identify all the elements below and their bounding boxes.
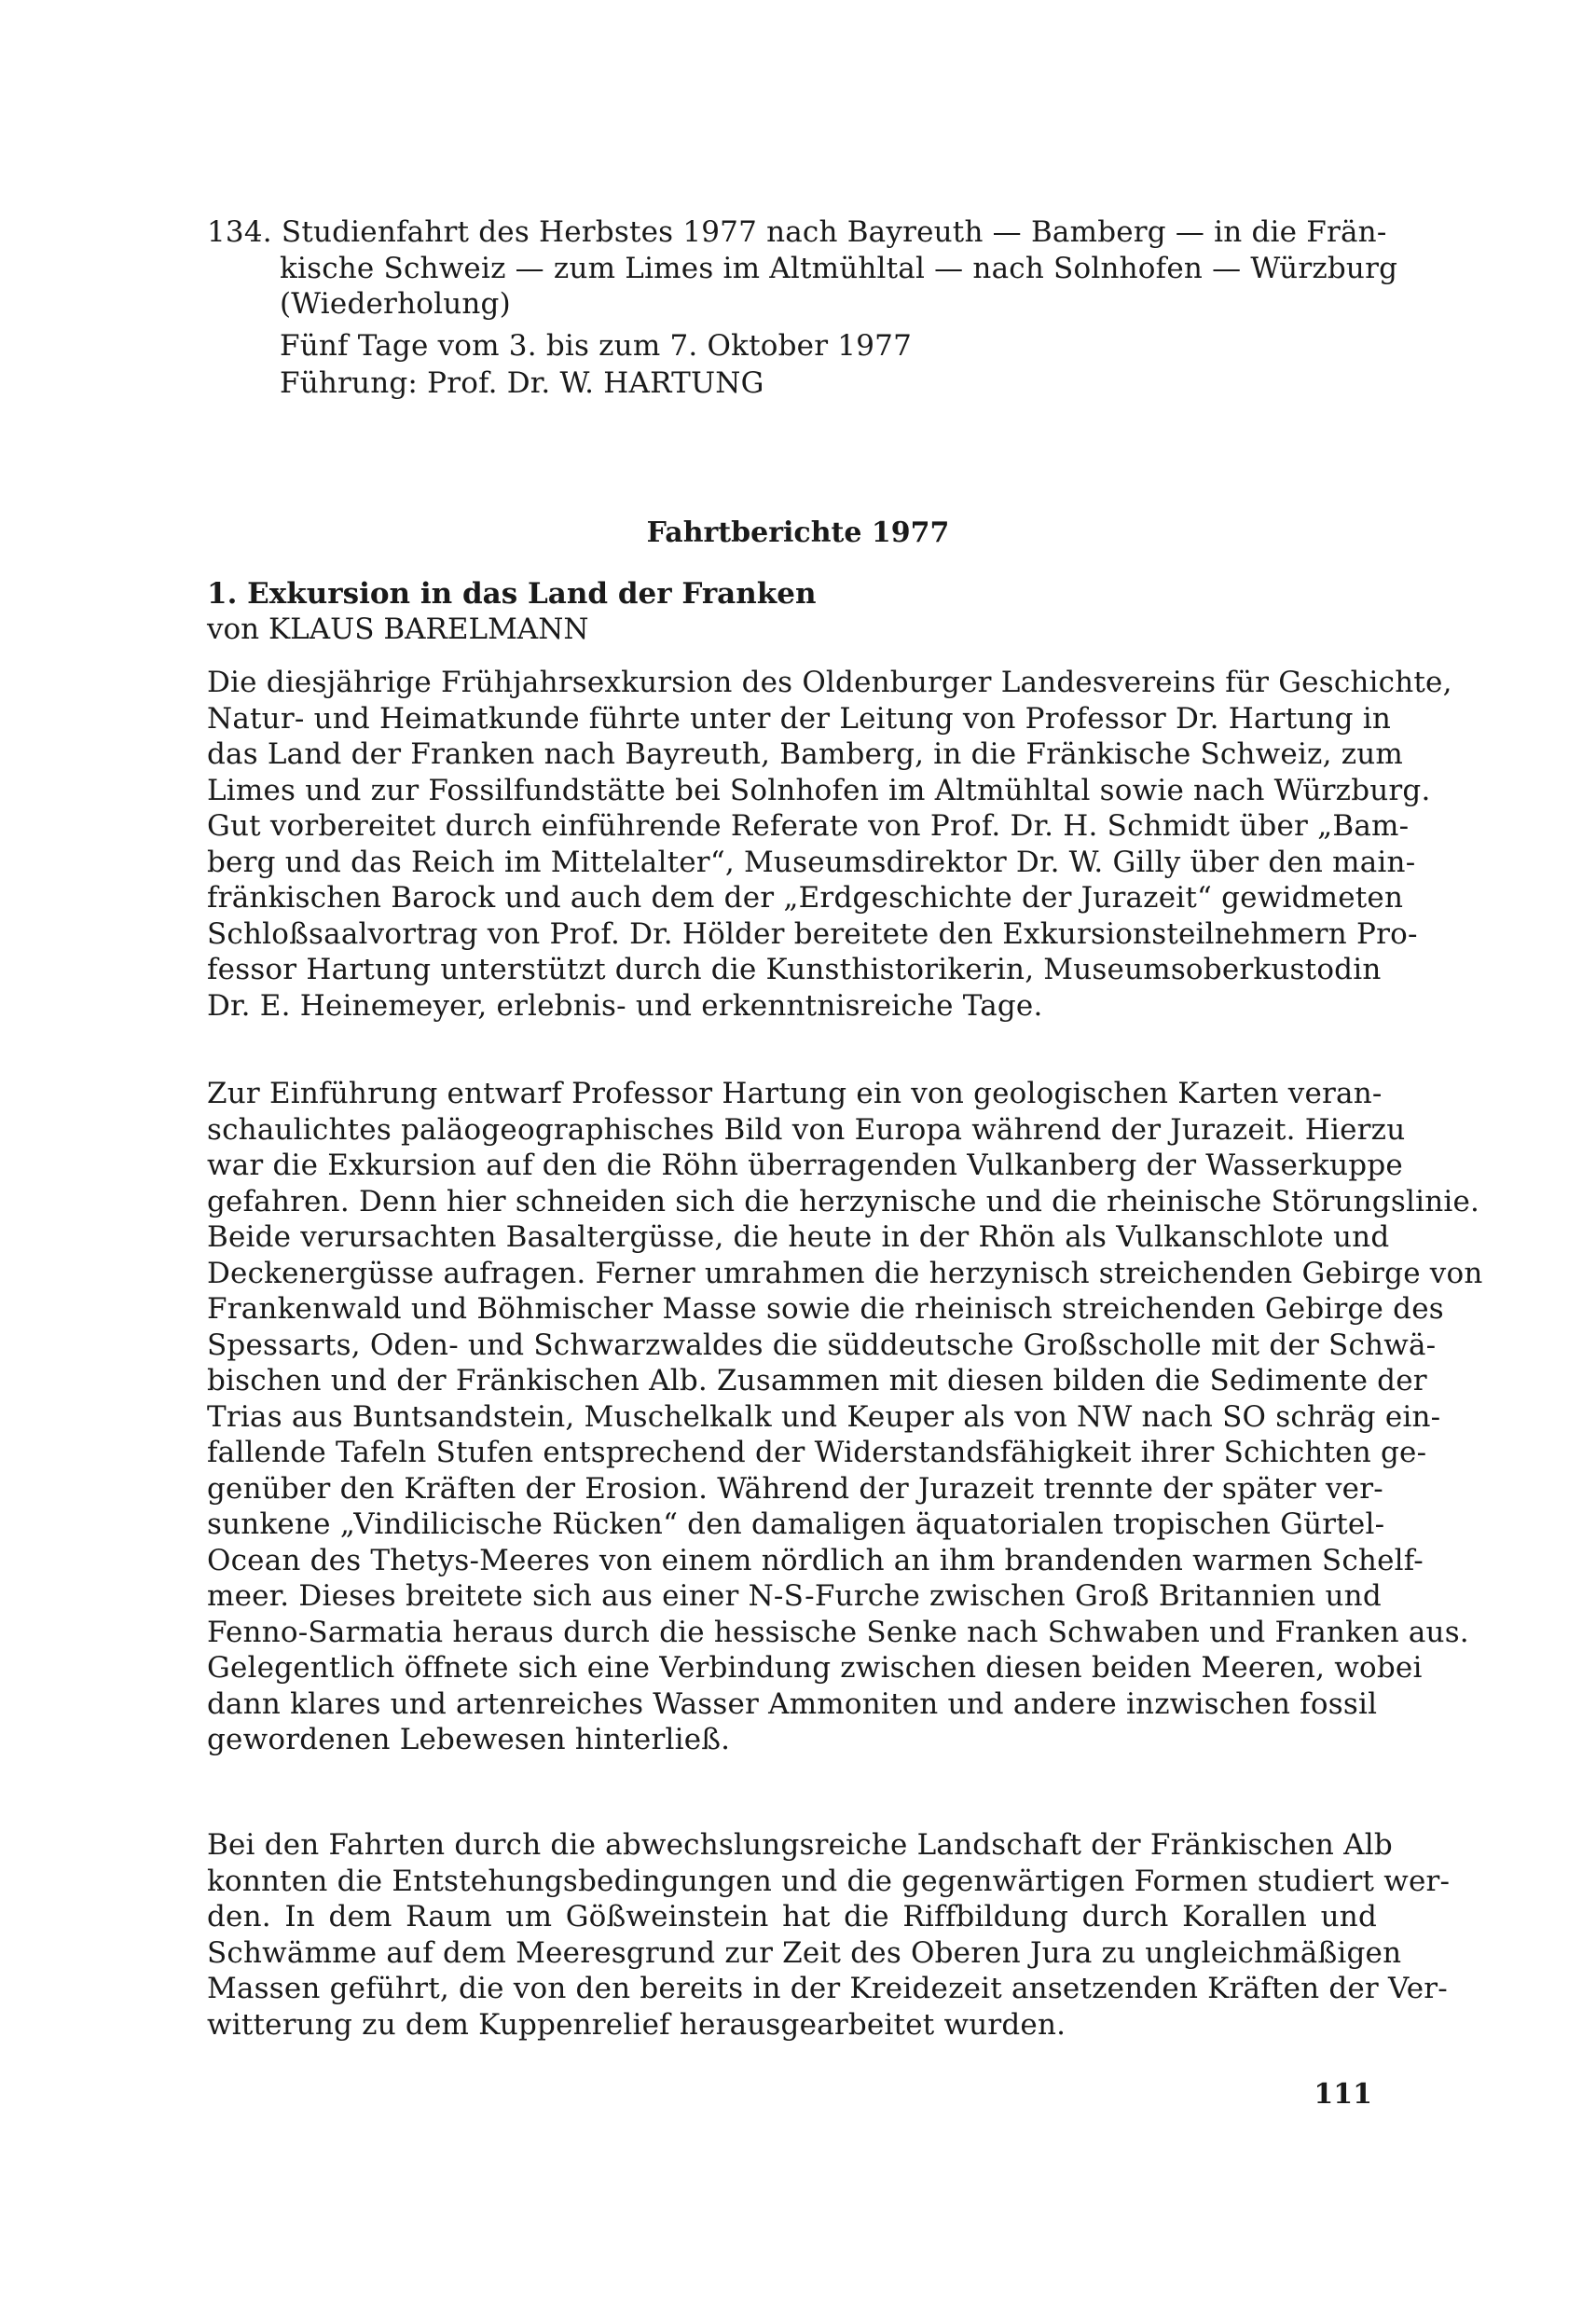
text-line: Beide verursachten Basaltergüsse, die heute in der Rhön als Vulkanschlote und [207,1220,1390,1254]
text-line: meer. Dieses breitete sich aus einer N-S-Furche zwischen Groß Britannien und [207,1579,1382,1613]
section-title: Fahrtberichte 1977 [646,516,950,549]
text-line: Frankenwald und Böhmischer Masse sowie die rheinisch streichenden Gebirge des [207,1292,1444,1326]
text-line: Gelegentlich öffnete sich eine Verbindung zwischen diesen beiden Meeren, wobei [207,1651,1423,1685]
text-line: Zur Einführung entwarf Professor Hartung ein von geologischen Karten veran- [207,1077,1383,1110]
text-line: Deckenergüsse aufragen. Ferner umrahmen die herzynisch streichenden Gebirge von [207,1256,1483,1290]
text-line: war die Exkursion auf den die Röhn überragenden Vulkanberg der Wasserkuppe [207,1149,1403,1182]
text-line: Bei den Fahrten durch die abwechslungsreiche Landschaft der Fränkischen Alb [207,1828,1393,1862]
text-line: Ocean des Thetys-Meeres von einem nördlich an ihm brandenden warmen Schelf- [207,1543,1424,1577]
text-line: gefahren. Denn hier schneiden sich die herzynische und die rheinische Störungslinie. [207,1184,1480,1218]
text-line: sunkene „Vindilicische Rücken“ den damaligen äquatorialen tropischen Gürtel- [207,1507,1385,1541]
text-line: Gut vorbereitet durch einführende Referate von Prof. Dr. H. Schmidt über „Bam- [207,809,1410,843]
text-line: fallende Tafeln Stufen entsprechend der Widerstandsfähigkeit ihrer Schichten ge- [207,1436,1427,1469]
paragraph-3 [207,1827,1451,2043]
text-line: fessor Hartung unterstützt durch die Kunsthistorikerin, Museumsoberkustodin [207,953,1382,986]
trip-title-line: (Wiederholung) [280,287,511,321]
text-line: schaulichtes paläogeographisches Bild von Europa während der Jurazeit. Hierzu [207,1112,1406,1147]
text-line: witterung zu dem Kuppenrelief herausgearbeitet wurden. [207,2007,1066,2042]
text-line: konnten die Entstehungsbedingungen und die gegenwärtigen Formen studiert wer- [207,1864,1451,1898]
trip-dates: Fünf Tage vom 3. bis zum 7. Oktober 1977 [280,328,912,363]
text-line: Spessarts, Oden- und Schwarzwaldes die süddeutsche Großscholle mit der Schwä- [207,1328,1437,1362]
text-line: Schwämme auf dem Meeresgrund zur Zeit des Oberen Jura zu ungleichmäßigen [207,1935,1402,1970]
excursion-title: 1. Exkursion in das Land der Franken [207,577,817,611]
text-line: Schloßsaalvortrag von Prof. Dr. Hölder bereitete den Exkursionsteilnehmern Pro- [207,916,1418,951]
trip-leader: Führung: Prof. Dr. W. HARTUNG [280,366,764,400]
text-line: bischen und der Fränkischen Alb. Zusammen mit diesen bilden die Sedimente der [207,1364,1427,1397]
text-line: den. In dem Raum um Gößweinstein hat die Riffbildung durch Korallen und [207,1900,1377,1934]
text-line: Limes und zur Fossilfundstätte bei Solnhofen im Altmühltal sowie nach Würzburg. [207,773,1431,807]
text-line: genüber den Kräften der Erosion. Während der Jurazeit trennte der später ver- [207,1471,1383,1506]
paragraph-2 [207,1076,1483,1758]
text-line: berg und das Reich im Mittelalter“, Museumsdirektor Dr. W. Gilly über den main- [207,845,1416,879]
text-line: fränkischen Barock und auch dem der „Erdgeschichte der Jurazeit“ gewidmeten [207,881,1404,915]
text-line: Die diesjährige Frühjahrsexkursion des Oldenburger Landesvereins für Geschichte, [207,666,1452,699]
text-line: das Land der Franken nach Bayreuth, Bamberg, in die Fränkische Schweiz, zum [207,737,1403,771]
trip-title-line: kische Schweiz — zum Limes im Altmühltal — nach Solnhofen — Würzburg [280,251,1398,285]
page-number: 111 [1314,2078,1372,2111]
text-line: Fenno-Sarmatia heraus durch die hessische Senke nach Schwaben und Franken aus. [207,1615,1469,1649]
trip-entry [207,214,1398,402]
trip-title-line: 134. Studienfahrt des Herbstes 1977 nach Bayreuth — Bamberg — in die Frän- [207,215,1387,249]
text-line: gewordenen Lebewesen hinterließ. [207,1723,731,1756]
text-line: Trias aus Buntsandstein, Muschelkalk und Keuper als von NW nach SO schräg ein- [207,1399,1441,1434]
text-line: Massen geführt, die von den bereits in der Kreidezeit ansetzenden Kräften der Ver- [207,1972,1448,2005]
text-line: Natur- und Heimatkunde führte unter der Leitung von Professor Dr. Hartung in [207,701,1392,736]
excursion-author: von KLAUS BARELMANN [207,612,589,646]
text-line: Dr. E. Heinemeyer, erlebnis- und erkenntnisreiche Tage. [207,988,1043,1023]
text-line: dann klares und artenreiches Wasser Ammoniten und andere inzwischen fossil [207,1686,1378,1721]
paragraph-1 [207,665,1452,1024]
